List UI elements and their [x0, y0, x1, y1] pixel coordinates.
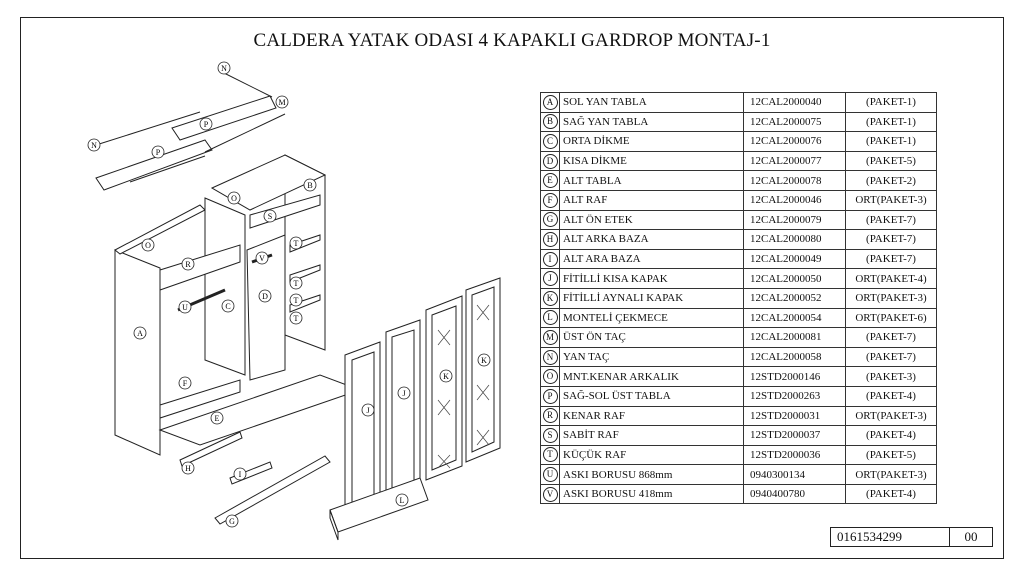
part-code: 12CAL2000049 — [744, 249, 846, 269]
part-callout — [152, 146, 164, 158]
part-package: (PAKET-7) — [846, 210, 937, 230]
part-package: (PAKET-4) — [846, 426, 937, 446]
part-letter: R — [543, 408, 558, 423]
part-callout — [226, 515, 238, 527]
parts-row — [541, 308, 937, 328]
part-package: (PAKET-5) — [846, 445, 937, 465]
part-callout-letter: S — [267, 212, 273, 221]
part-callout — [259, 290, 271, 302]
part-name: YAN TAÇ — [560, 347, 744, 367]
parts-row — [541, 190, 937, 210]
part-callout-letter: J — [402, 389, 406, 398]
part-callout — [182, 258, 194, 270]
part-name: SAĞ YAN TABLA — [560, 112, 744, 132]
part-letter: I — [543, 252, 558, 267]
part-name: SABİT RAF — [560, 426, 744, 446]
part-callout — [179, 301, 191, 313]
part-callout — [134, 327, 146, 339]
part-package: (PAKET-2) — [846, 171, 937, 191]
part-name: KENAR RAF — [560, 406, 744, 426]
part-callout — [222, 300, 234, 312]
part-callout — [234, 468, 246, 480]
part-callout-letter: P — [203, 120, 209, 129]
part-package: (PAKET-3) — [846, 367, 937, 387]
part-letter: K — [543, 291, 558, 306]
part-callout — [142, 239, 154, 251]
part-callout-letter: T — [293, 314, 299, 323]
parts-row — [541, 426, 937, 446]
parts-row — [541, 288, 937, 308]
part-callout-letter: G — [229, 517, 235, 526]
part-callout — [264, 210, 276, 222]
part-code: 12CAL2000054 — [744, 308, 846, 328]
page-title: CALDERA YATAK ODASI 4 KAPAKLI GARDROP MONTAJ-1 — [253, 30, 771, 51]
part-code: 12CAL2000052 — [744, 288, 846, 308]
part-letter: N — [543, 350, 558, 365]
part-letter: U — [543, 467, 558, 482]
part-callout-letter: N — [91, 141, 97, 150]
parts-row — [541, 269, 937, 289]
part-name: ALT ÖN ETEK — [560, 210, 744, 230]
part-callout — [200, 118, 212, 130]
part-callout-letter: O — [145, 241, 151, 250]
parts-row — [541, 386, 937, 406]
part-code: 12STD2000037 — [744, 426, 846, 446]
part-code: 12CAL2000046 — [744, 190, 846, 210]
part-callout-letter: K — [481, 356, 487, 365]
revision-number: 00 — [950, 528, 993, 547]
part-callout — [398, 387, 410, 399]
part-callout-letter: A — [137, 329, 143, 338]
part-name: FİTİLLİ KISA KAPAK — [560, 269, 744, 289]
part-package: (PAKET-1) — [846, 132, 937, 152]
part-code: 12CAL2000075 — [744, 112, 846, 132]
part-package: ORT(PAKET-3) — [846, 406, 937, 426]
document-number-box — [830, 527, 993, 547]
parts-row — [541, 249, 937, 269]
part-letter: C — [543, 134, 558, 149]
part-code: 12STD2000031 — [744, 406, 846, 426]
part-code: 12CAL2000077 — [744, 151, 846, 171]
part-letter: G — [543, 212, 558, 227]
part-name: FİTİLLİ AYNALI KAPAK — [560, 288, 744, 308]
part-letter: P — [543, 389, 558, 404]
part-callout-letter: P — [155, 148, 161, 157]
part-letter: T — [543, 447, 558, 462]
part-callout-letter: O — [231, 194, 237, 203]
part-code: 0940400780 — [744, 484, 846, 504]
part-package: (PAKET-7) — [846, 328, 937, 348]
part-callout-letter: K — [443, 372, 449, 381]
part-callout — [478, 354, 490, 366]
part-letter: D — [543, 154, 558, 169]
part-callout — [290, 312, 302, 324]
part-callout-letter: J — [366, 406, 370, 415]
part-package: (PAKET-1) — [846, 112, 937, 132]
part-package: (PAKET-5) — [846, 151, 937, 171]
part-code: 12CAL2000081 — [744, 328, 846, 348]
part-callout — [256, 252, 268, 264]
part-callout — [276, 96, 288, 108]
part-name: ALT TABLA — [560, 171, 744, 191]
part-code: 12STD2000263 — [744, 386, 846, 406]
part-callout — [304, 179, 316, 191]
part-package: ORT(PAKET-4) — [846, 269, 937, 289]
part-package: (PAKET-7) — [846, 347, 937, 367]
part-callout-letter: E — [214, 414, 220, 423]
part-name: ASKI BORUSU 418mm — [560, 484, 744, 504]
part-callout-letter: H — [185, 464, 191, 473]
part-code: 12CAL2000058 — [744, 347, 846, 367]
part-callout-letter: T — [293, 239, 299, 248]
part-callout-letter: B — [307, 181, 313, 190]
part-code: 12CAL2000076 — [744, 132, 846, 152]
parts-row — [541, 484, 937, 504]
parts-row — [541, 347, 937, 367]
part-package: ORT(PAKET-3) — [846, 288, 937, 308]
parts-row — [541, 328, 937, 348]
part-package: (PAKET-1) — [846, 93, 937, 113]
part-name: MONTELİ ÇEKMECE — [560, 308, 744, 328]
parts-list-table — [540, 92, 937, 504]
part-letter: L — [543, 310, 558, 325]
part-code: 12CAL2000050 — [744, 269, 846, 289]
part-callout-letter: C — [225, 302, 231, 311]
document-number: 0161534299 — [831, 528, 950, 547]
part-callout — [396, 494, 408, 506]
part-callout — [290, 294, 302, 306]
parts-row — [541, 171, 937, 191]
part-callout-letter: U — [182, 303, 188, 312]
part-callout-letter: L — [399, 496, 405, 505]
parts-row — [541, 465, 937, 485]
part-name: SOL YAN TABLA — [560, 93, 744, 113]
part-letter: A — [543, 95, 558, 110]
part-letter: S — [543, 428, 558, 443]
part-name: KISA DİKME — [560, 151, 744, 171]
part-callout — [362, 404, 374, 416]
parts-row — [541, 406, 937, 426]
part-callout-letter: I — [238, 470, 242, 479]
part-package: (PAKET-7) — [846, 230, 937, 250]
part-code: 12STD2000146 — [744, 367, 846, 387]
part-name: ALT ARA BAZA — [560, 249, 744, 269]
parts-row — [541, 210, 937, 230]
part-callout — [88, 139, 100, 151]
part-code: 0940300134 — [744, 465, 846, 485]
part-package: ORT(PAKET-6) — [846, 308, 937, 328]
part-package: ORT(PAKET-3) — [846, 465, 937, 485]
part-callout-letter: T — [293, 279, 299, 288]
part-callout — [228, 192, 240, 204]
part-letter: H — [543, 232, 558, 247]
part-letter: E — [543, 173, 558, 188]
part-package: (PAKET-4) — [846, 386, 937, 406]
part-name: ÜST ÖN TAÇ — [560, 328, 744, 348]
part-code: 12STD2000036 — [744, 445, 846, 465]
part-callout — [290, 237, 302, 249]
part-letter: O — [543, 369, 558, 384]
part-letter: J — [543, 271, 558, 286]
part-letter: F — [543, 193, 558, 208]
part-letter: M — [543, 330, 558, 345]
part-name: ALT ARKA BAZA — [560, 230, 744, 250]
part-callout-letter: V — [259, 254, 265, 263]
parts-row — [541, 151, 937, 171]
part-callout — [182, 462, 194, 474]
part-code: 12CAL2000080 — [744, 230, 846, 250]
part-callout-letter: R — [185, 260, 191, 269]
part-code: 12CAL2000040 — [744, 93, 846, 113]
part-name: KÜÇÜK RAF — [560, 445, 744, 465]
part-callout — [440, 370, 452, 382]
part-name: SAĞ-SOL ÜST TABLA — [560, 386, 744, 406]
parts-row — [541, 445, 937, 465]
parts-row — [541, 93, 937, 113]
part-letter: V — [543, 487, 558, 502]
part-letter: B — [543, 114, 558, 129]
part-code: 12CAL2000079 — [744, 210, 846, 230]
parts-row — [541, 132, 937, 152]
part-callout — [290, 277, 302, 289]
part-callout-letter: N — [221, 64, 227, 73]
part-name: ASKI BORUSU 868mm — [560, 465, 744, 485]
parts-row — [541, 367, 937, 387]
parts-row — [541, 230, 937, 250]
part-callout-letter: T — [293, 296, 299, 305]
part-callout — [211, 412, 223, 424]
part-callout-letter: F — [182, 379, 188, 388]
parts-row — [541, 112, 937, 132]
part-package: ORT(PAKET-3) — [846, 190, 937, 210]
part-callout — [218, 62, 230, 74]
part-callout-letter: D — [262, 292, 268, 301]
part-callout-letter: M — [278, 98, 286, 107]
part-name: ORTA DİKME — [560, 132, 744, 152]
part-name: MNT.KENAR ARKALIK — [560, 367, 744, 387]
part-package: (PAKET-7) — [846, 249, 937, 269]
part-package: (PAKET-4) — [846, 484, 937, 504]
part-code: 12CAL2000078 — [744, 171, 846, 191]
part-name: ALT RAF — [560, 190, 744, 210]
part-callout — [179, 377, 191, 389]
